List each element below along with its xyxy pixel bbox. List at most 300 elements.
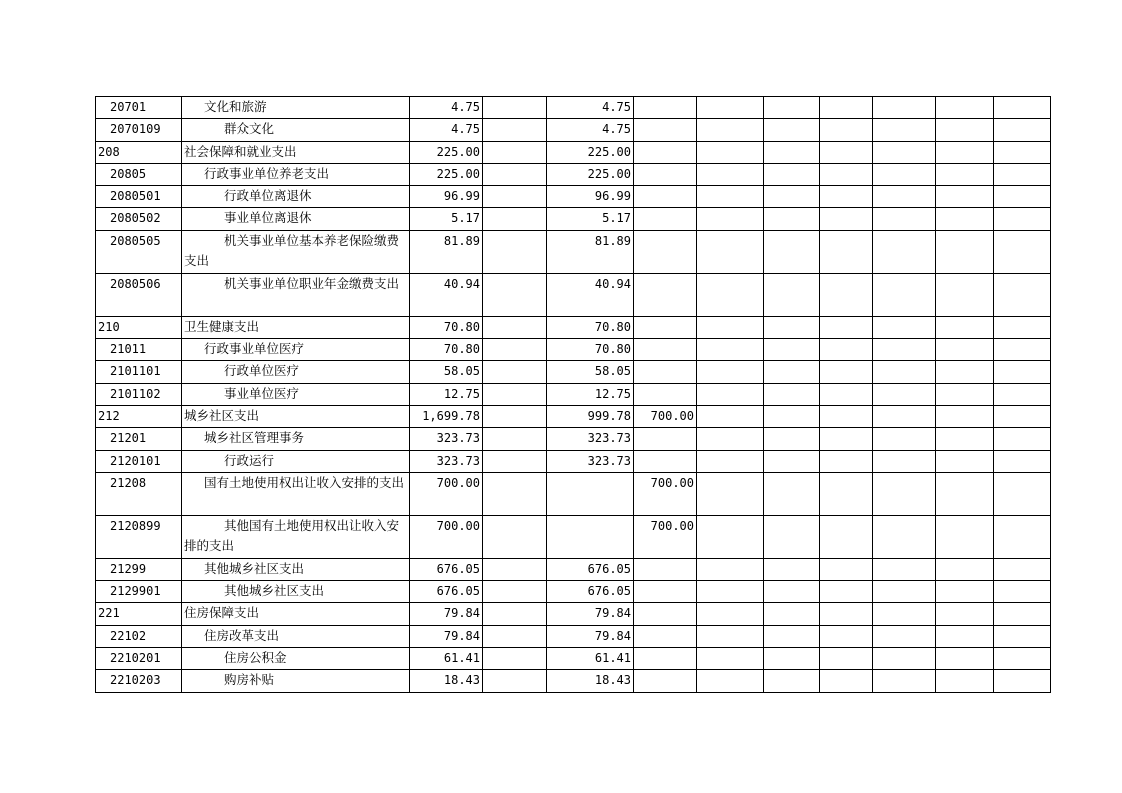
- amount-cell-c8: [873, 603, 936, 625]
- amount-cell-c6: [764, 625, 820, 647]
- amount-cell-c2: [483, 361, 547, 383]
- table-row: [96, 581, 1051, 603]
- amount-cell-c2: [483, 558, 547, 580]
- amount-cell-c9: [936, 163, 994, 185]
- amount-cell-c6: [764, 558, 820, 580]
- subject-name-cell: 城乡社区支出: [182, 405, 410, 427]
- amount-cell-c7: [820, 186, 873, 208]
- amount-cell-c8: [873, 428, 936, 450]
- subject-name-cell: 行政单位医疗: [182, 361, 410, 383]
- amount-cell-c10: [994, 141, 1051, 163]
- subject-code-cell: 2101101: [96, 361, 182, 383]
- amount-cell-c8: [873, 316, 936, 338]
- amount-cell-c8: [873, 670, 936, 692]
- amount-cell-c4: [634, 450, 697, 472]
- amount-cell-c2: [483, 625, 547, 647]
- amount-cell-c10: [994, 119, 1051, 141]
- table-row: [96, 670, 1051, 692]
- amount-cell-c3: 323.73: [547, 428, 634, 450]
- amount-cell-c6: [764, 141, 820, 163]
- amount-cell-c4: 700.00: [634, 405, 697, 427]
- subject-name-cell: 机关事业单位职业年金缴费支出: [182, 273, 410, 316]
- amount-cell-c7: [820, 273, 873, 316]
- amount-cell-c4: [634, 119, 697, 141]
- subject-code-cell: 2080501: [96, 186, 182, 208]
- amount-cell-c3: [547, 515, 634, 558]
- amount-cell-c6: [764, 230, 820, 273]
- table-row: [96, 625, 1051, 647]
- amount-cell-c3: 676.05: [547, 558, 634, 580]
- amount-cell-c8: [873, 208, 936, 230]
- amount-cell-c8: [873, 119, 936, 141]
- amount-cell-c9: [936, 361, 994, 383]
- amount-cell-c9: [936, 603, 994, 625]
- subject-code-cell: 2080505: [96, 230, 182, 273]
- amount-cell-c2: [483, 186, 547, 208]
- amount-cell-c3: 61.41: [547, 648, 634, 670]
- amount-cell-c7: [820, 141, 873, 163]
- amount-cell-c10: [994, 230, 1051, 273]
- amount-cell-c7: [820, 97, 873, 119]
- amount-cell-c3: 225.00: [547, 163, 634, 185]
- table-row: [96, 141, 1051, 163]
- amount-cell-c4: [634, 581, 697, 603]
- amount-cell-c5: [697, 208, 764, 230]
- table-body: [96, 97, 1051, 693]
- subject-name-cell: 国有土地使用权出让收入安排的支出: [182, 472, 410, 515]
- amount-cell-c9: [936, 428, 994, 450]
- amount-cell-c9: [936, 558, 994, 580]
- amount-cell-c8: [873, 625, 936, 647]
- subject-code-cell: 210: [96, 316, 182, 338]
- amount-cell-c9: [936, 383, 994, 405]
- amount-cell-c5: [697, 450, 764, 472]
- amount-cell-c9: [936, 625, 994, 647]
- amount-cell-c3: 40.94: [547, 273, 634, 316]
- amount-cell-c9: [936, 670, 994, 692]
- amount-cell-total: 79.84: [410, 625, 483, 647]
- amount-cell-c9: [936, 316, 994, 338]
- amount-cell-c5: [697, 230, 764, 273]
- subject-code-cell: 21011: [96, 339, 182, 361]
- subject-name-cell: 行政事业单位医疗: [182, 339, 410, 361]
- subject-code-cell: 22102: [96, 625, 182, 647]
- amount-cell-c2: [483, 119, 547, 141]
- amount-cell-c7: [820, 339, 873, 361]
- amount-cell-c3: 58.05: [547, 361, 634, 383]
- amount-cell-c7: [820, 230, 873, 273]
- subject-code-cell: 2070109: [96, 119, 182, 141]
- subject-code-cell: 2210203: [96, 670, 182, 692]
- amount-cell-c10: [994, 648, 1051, 670]
- amount-cell-c7: [820, 625, 873, 647]
- amount-cell-c6: [764, 581, 820, 603]
- table-row: [96, 230, 1051, 273]
- amount-cell-c4: [634, 558, 697, 580]
- amount-cell-total: 18.43: [410, 670, 483, 692]
- amount-cell-c7: [820, 163, 873, 185]
- amount-cell-c5: [697, 316, 764, 338]
- amount-cell-c2: [483, 383, 547, 405]
- amount-cell-total: 5.17: [410, 208, 483, 230]
- amount-cell-c3: 70.80: [547, 339, 634, 361]
- table-row: [96, 648, 1051, 670]
- amount-cell-c6: [764, 339, 820, 361]
- amount-cell-c10: [994, 208, 1051, 230]
- amount-cell-c3: 676.05: [547, 581, 634, 603]
- amount-cell-total: 1,699.78: [410, 405, 483, 427]
- amount-cell-c8: [873, 163, 936, 185]
- amount-cell-c5: [697, 141, 764, 163]
- amount-cell-c5: [697, 558, 764, 580]
- amount-cell-c5: [697, 119, 764, 141]
- amount-cell-c10: [994, 361, 1051, 383]
- amount-cell-total: 61.41: [410, 648, 483, 670]
- amount-cell-c3: 79.84: [547, 603, 634, 625]
- amount-cell-c9: [936, 405, 994, 427]
- amount-cell-c2: [483, 230, 547, 273]
- table-row: [96, 339, 1051, 361]
- amount-cell-c4: 700.00: [634, 472, 697, 515]
- amount-cell-c4: [634, 230, 697, 273]
- amount-cell-c6: [764, 273, 820, 316]
- subject-code-cell: 2080506: [96, 273, 182, 316]
- amount-cell-c7: [820, 670, 873, 692]
- subject-code-cell: 21208: [96, 472, 182, 515]
- subject-code-cell: 2120101: [96, 450, 182, 472]
- amount-cell-c6: [764, 405, 820, 427]
- amount-cell-c6: [764, 515, 820, 558]
- amount-cell-c6: [764, 428, 820, 450]
- amount-cell-total: 225.00: [410, 163, 483, 185]
- amount-cell-c6: [764, 361, 820, 383]
- amount-cell-c4: [634, 670, 697, 692]
- amount-cell-c10: [994, 383, 1051, 405]
- amount-cell-c9: [936, 273, 994, 316]
- amount-cell-total: 12.75: [410, 383, 483, 405]
- subject-name-cell: 其他城乡社区支出: [182, 581, 410, 603]
- table-row: [96, 97, 1051, 119]
- amount-cell-c5: [697, 361, 764, 383]
- amount-cell-c8: [873, 186, 936, 208]
- amount-cell-c2: [483, 581, 547, 603]
- amount-cell-c8: [873, 97, 936, 119]
- amount-cell-c2: [483, 97, 547, 119]
- subject-name-cell: 群众文化: [182, 119, 410, 141]
- subject-name-cell: 行政事业单位养老支出: [182, 163, 410, 185]
- amount-cell-c7: [820, 558, 873, 580]
- table-row: [96, 186, 1051, 208]
- amount-cell-c10: [994, 625, 1051, 647]
- table-row: [96, 558, 1051, 580]
- subject-code-cell: 20805: [96, 163, 182, 185]
- amount-cell-c7: [820, 119, 873, 141]
- amount-cell-c3: 79.84: [547, 625, 634, 647]
- amount-cell-c4: [634, 186, 697, 208]
- amount-cell-c5: [697, 472, 764, 515]
- amount-cell-c6: [764, 648, 820, 670]
- amount-cell-c10: [994, 603, 1051, 625]
- table-row: [96, 603, 1051, 625]
- amount-cell-c9: [936, 648, 994, 670]
- amount-cell-c5: [697, 581, 764, 603]
- amount-cell-total: 676.05: [410, 581, 483, 603]
- table-row: [96, 383, 1051, 405]
- amount-cell-c7: [820, 472, 873, 515]
- amount-cell-c9: [936, 230, 994, 273]
- amount-cell-total: 40.94: [410, 273, 483, 316]
- amount-cell-c10: [994, 472, 1051, 515]
- amount-cell-total: 4.75: [410, 119, 483, 141]
- amount-cell-c6: [764, 208, 820, 230]
- amount-cell-c5: [697, 405, 764, 427]
- amount-cell-c4: [634, 648, 697, 670]
- amount-cell-c4: [634, 97, 697, 119]
- amount-cell-c5: [697, 339, 764, 361]
- subject-code-cell: 212: [96, 405, 182, 427]
- amount-cell-c3: 70.80: [547, 316, 634, 338]
- amount-cell-c2: [483, 648, 547, 670]
- subject-code-cell: 21299: [96, 558, 182, 580]
- subject-name-cell: 卫生健康支出: [182, 316, 410, 338]
- amount-cell-c3: 4.75: [547, 119, 634, 141]
- subject-name-cell: 购房补贴: [182, 670, 410, 692]
- amount-cell-c8: [873, 361, 936, 383]
- amount-cell-c2: [483, 472, 547, 515]
- budget-expenditure-table: [95, 96, 1051, 693]
- amount-cell-c9: [936, 515, 994, 558]
- amount-cell-c8: [873, 383, 936, 405]
- amount-cell-c7: [820, 316, 873, 338]
- amount-cell-c9: [936, 581, 994, 603]
- amount-cell-total: 4.75: [410, 97, 483, 119]
- amount-cell-c10: [994, 581, 1051, 603]
- amount-cell-total: 79.84: [410, 603, 483, 625]
- amount-cell-c6: [764, 119, 820, 141]
- amount-cell-c9: [936, 450, 994, 472]
- amount-cell-total: 225.00: [410, 141, 483, 163]
- amount-cell-c3: 81.89: [547, 230, 634, 273]
- amount-cell-c2: [483, 208, 547, 230]
- amount-cell-c10: [994, 97, 1051, 119]
- amount-cell-c7: [820, 450, 873, 472]
- amount-cell-c10: [994, 670, 1051, 692]
- amount-cell-c7: [820, 208, 873, 230]
- amount-cell-c5: [697, 603, 764, 625]
- amount-cell-c7: [820, 405, 873, 427]
- amount-cell-c10: [994, 558, 1051, 580]
- amount-cell-c6: [764, 163, 820, 185]
- subject-name-cell: 住房改革支出: [182, 625, 410, 647]
- table-row: [96, 472, 1051, 515]
- subject-code-cell: 208: [96, 141, 182, 163]
- amount-cell-c4: 700.00: [634, 515, 697, 558]
- table-row: [96, 316, 1051, 338]
- amount-cell-c2: [483, 450, 547, 472]
- amount-cell-c3: 18.43: [547, 670, 634, 692]
- table-row: [96, 361, 1051, 383]
- subject-name-cell: 行政运行: [182, 450, 410, 472]
- amount-cell-c4: [634, 603, 697, 625]
- amount-cell-c3: 323.73: [547, 450, 634, 472]
- amount-cell-c10: [994, 428, 1051, 450]
- amount-cell-c10: [994, 405, 1051, 427]
- subject-code-cell: 221: [96, 603, 182, 625]
- amount-cell-total: 70.80: [410, 316, 483, 338]
- subject-code-cell: 2120899: [96, 515, 182, 558]
- amount-cell-c3: 12.75: [547, 383, 634, 405]
- subject-name-cell: 城乡社区管理事务: [182, 428, 410, 450]
- table-row: [96, 163, 1051, 185]
- amount-cell-c8: [873, 450, 936, 472]
- amount-cell-c6: [764, 316, 820, 338]
- subject-name-cell: 事业单位医疗: [182, 383, 410, 405]
- amount-cell-c10: [994, 186, 1051, 208]
- amount-cell-c10: [994, 450, 1051, 472]
- amount-cell-c8: [873, 339, 936, 361]
- amount-cell-c2: [483, 515, 547, 558]
- table-row: [96, 450, 1051, 472]
- amount-cell-c3: [547, 472, 634, 515]
- amount-cell-c8: [873, 141, 936, 163]
- amount-cell-total: 323.73: [410, 428, 483, 450]
- subject-code-cell: 2210201: [96, 648, 182, 670]
- table-row: [96, 119, 1051, 141]
- subject-code-cell: 21201: [96, 428, 182, 450]
- amount-cell-c10: [994, 163, 1051, 185]
- subject-code-cell: 2129901: [96, 581, 182, 603]
- amount-cell-c9: [936, 97, 994, 119]
- amount-cell-total: 700.00: [410, 472, 483, 515]
- amount-cell-c4: [634, 383, 697, 405]
- amount-cell-c7: [820, 383, 873, 405]
- amount-cell-total: 96.99: [410, 186, 483, 208]
- table-row: [96, 208, 1051, 230]
- amount-cell-c4: [634, 273, 697, 316]
- table-row: [96, 428, 1051, 450]
- subject-name-cell: 文化和旅游: [182, 97, 410, 119]
- subject-code-cell: 2101102: [96, 383, 182, 405]
- amount-cell-total: 700.00: [410, 515, 483, 558]
- amount-cell-c8: [873, 273, 936, 316]
- amount-cell-c4: [634, 163, 697, 185]
- amount-cell-c3: 225.00: [547, 141, 634, 163]
- amount-cell-total: 70.80: [410, 339, 483, 361]
- amount-cell-c7: [820, 581, 873, 603]
- amount-cell-c6: [764, 472, 820, 515]
- amount-cell-c2: [483, 428, 547, 450]
- subject-name-cell: 行政单位离退休: [182, 186, 410, 208]
- amount-cell-c5: [697, 163, 764, 185]
- amount-cell-c5: [697, 515, 764, 558]
- amount-cell-total: 58.05: [410, 361, 483, 383]
- amount-cell-c2: [483, 339, 547, 361]
- subject-name-cell: 住房公积金: [182, 648, 410, 670]
- amount-cell-c7: [820, 361, 873, 383]
- amount-cell-c8: [873, 405, 936, 427]
- amount-cell-c5: [697, 186, 764, 208]
- amount-cell-c5: [697, 428, 764, 450]
- amount-cell-c10: [994, 339, 1051, 361]
- amount-cell-c2: [483, 316, 547, 338]
- table-row: [96, 273, 1051, 316]
- amount-cell-c5: [697, 273, 764, 316]
- amount-cell-c10: [994, 273, 1051, 316]
- amount-cell-c4: [634, 316, 697, 338]
- amount-cell-c10: [994, 515, 1051, 558]
- amount-cell-c2: [483, 603, 547, 625]
- amount-cell-c2: [483, 273, 547, 316]
- amount-cell-c4: [634, 208, 697, 230]
- amount-cell-c6: [764, 186, 820, 208]
- amount-cell-c6: [764, 450, 820, 472]
- amount-cell-c9: [936, 186, 994, 208]
- amount-cell-c3: 999.78: [547, 405, 634, 427]
- amount-cell-c8: [873, 515, 936, 558]
- amount-cell-c5: [697, 648, 764, 670]
- subject-name-cell: 机关事业单位基本养老保险缴费支出: [182, 230, 410, 273]
- subject-code-cell: 20701: [96, 97, 182, 119]
- amount-cell-c7: [820, 603, 873, 625]
- amount-cell-c4: [634, 428, 697, 450]
- amount-cell-c4: [634, 141, 697, 163]
- table-row: [96, 405, 1051, 427]
- amount-cell-c7: [820, 648, 873, 670]
- subject-name-cell: 社会保障和就业支出: [182, 141, 410, 163]
- amount-cell-c9: [936, 141, 994, 163]
- amount-cell-c6: [764, 603, 820, 625]
- amount-cell-c8: [873, 581, 936, 603]
- amount-cell-c5: [697, 625, 764, 647]
- amount-cell-c6: [764, 383, 820, 405]
- amount-cell-c8: [873, 558, 936, 580]
- amount-cell-c9: [936, 339, 994, 361]
- amount-cell-c7: [820, 428, 873, 450]
- amount-cell-c9: [936, 208, 994, 230]
- amount-cell-total: 323.73: [410, 450, 483, 472]
- amount-cell-c2: [483, 405, 547, 427]
- amount-cell-c3: 4.75: [547, 97, 634, 119]
- amount-cell-c7: [820, 515, 873, 558]
- amount-cell-c9: [936, 119, 994, 141]
- amount-cell-c5: [697, 383, 764, 405]
- amount-cell-c9: [936, 472, 994, 515]
- subject-name-cell: 住房保障支出: [182, 603, 410, 625]
- amount-cell-c5: [697, 670, 764, 692]
- amount-cell-c2: [483, 141, 547, 163]
- budget-table-container: [95, 96, 1051, 693]
- subject-name-cell: 事业单位离退休: [182, 208, 410, 230]
- amount-cell-c4: [634, 361, 697, 383]
- amount-cell-total: 81.89: [410, 230, 483, 273]
- amount-cell-c3: 5.17: [547, 208, 634, 230]
- table-row: [96, 515, 1051, 558]
- amount-cell-c4: [634, 625, 697, 647]
- subject-name-cell: 其他城乡社区支出: [182, 558, 410, 580]
- amount-cell-c6: [764, 97, 820, 119]
- amount-cell-c5: [697, 97, 764, 119]
- subject-name-cell: 其他国有土地使用权出让收入安排的支出: [182, 515, 410, 558]
- amount-cell-c2: [483, 163, 547, 185]
- amount-cell-total: 676.05: [410, 558, 483, 580]
- amount-cell-c10: [994, 316, 1051, 338]
- amount-cell-c8: [873, 472, 936, 515]
- amount-cell-c8: [873, 230, 936, 273]
- amount-cell-c8: [873, 648, 936, 670]
- amount-cell-c4: [634, 339, 697, 361]
- amount-cell-c3: 96.99: [547, 186, 634, 208]
- amount-cell-c2: [483, 670, 547, 692]
